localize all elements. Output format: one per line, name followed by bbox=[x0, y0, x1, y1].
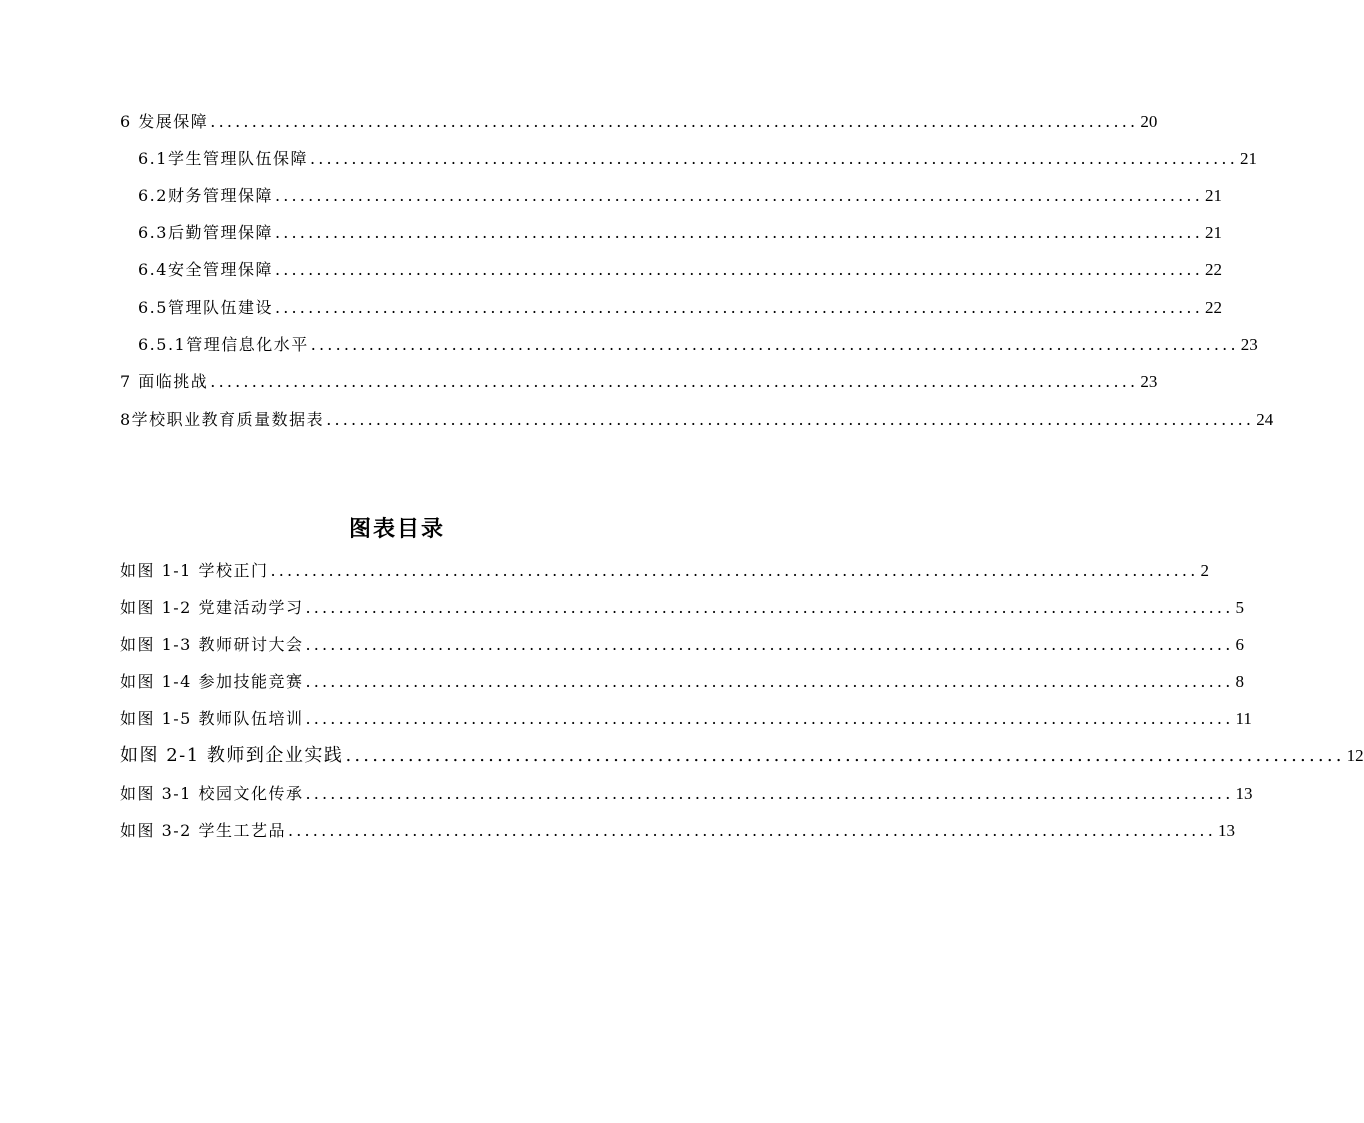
figure-entry[interactable] bbox=[120, 780, 1253, 804]
toc-leader-dots: ................................................................................................................ bbox=[305, 635, 1234, 654]
toc-entry-page: 21 bbox=[1204, 186, 1222, 205]
toc-leader-dots: ................................................................................................................ bbox=[274, 298, 1203, 317]
figure-entry[interactable] bbox=[120, 705, 1252, 729]
toc-entry-label: 6.1学生管理队伍保障 bbox=[138, 149, 308, 168]
toc-leader-dots: ................................................................................................................ bbox=[274, 260, 1203, 279]
toc-entry-page: 24 bbox=[1256, 410, 1274, 429]
toc-entry[interactable] bbox=[138, 256, 1222, 280]
toc-leader-dots: ................................................................................................................ bbox=[274, 186, 1203, 205]
figure-entry[interactable] bbox=[120, 742, 1364, 766]
toc-entry-label: 6.3后勤管理保障 bbox=[138, 223, 273, 242]
figure-entry[interactable] bbox=[120, 557, 1209, 581]
toc-entry-label: 6.4安全管理保障 bbox=[138, 260, 273, 279]
toc-entry-page: 20 bbox=[1140, 112, 1158, 131]
toc-entry-label: 6.5.1管理信息化水平 bbox=[138, 335, 309, 354]
toc-leader-dots: ................................................................................................................ bbox=[210, 112, 1139, 131]
toc-leader-dots: ................................................................................................................ bbox=[305, 598, 1234, 617]
toc-entry-page: 22 bbox=[1204, 298, 1222, 317]
figure-entry[interactable] bbox=[120, 668, 1244, 692]
toc-entry-label: 6.5管理队伍建设 bbox=[138, 298, 273, 317]
toc-entry-label: 7 面临挑战 bbox=[120, 372, 209, 391]
toc-entry[interactable] bbox=[120, 368, 1158, 392]
toc-entry-page: 21 bbox=[1204, 223, 1222, 242]
toc-leader-dots: ................................................................................................................ bbox=[287, 821, 1216, 840]
toc-entry-page: 22 bbox=[1204, 260, 1222, 279]
toc-leader-dots: ................................................................................................................ bbox=[274, 223, 1203, 242]
toc-leader-dots: ................................................................................................................ bbox=[309, 149, 1238, 168]
toc-leader-dots: ................................................................................................................ bbox=[305, 784, 1234, 803]
toc-entry[interactable] bbox=[120, 108, 1158, 132]
figure-entry-page: 8 bbox=[1235, 672, 1244, 691]
figure-entry-page: 12 bbox=[1346, 746, 1364, 765]
figure-entry-page: 6 bbox=[1235, 635, 1244, 654]
toc-leader-dots: ................................................................................................................ bbox=[345, 745, 1345, 766]
toc-leader-dots: ................................................................................................................ bbox=[305, 709, 1234, 728]
toc-entry[interactable] bbox=[138, 219, 1222, 243]
figure-entry-label: 如图 1-2 党建活动学习 bbox=[120, 598, 304, 617]
toc-entry-page: 21 bbox=[1239, 149, 1257, 168]
toc-entry[interactable] bbox=[138, 145, 1257, 169]
figure-entry[interactable] bbox=[120, 631, 1244, 655]
toc-entry[interactable] bbox=[138, 182, 1222, 206]
toc-entry-label: 8学校职业教育质量数据表 bbox=[120, 410, 325, 429]
toc-entry-page: 23 bbox=[1140, 372, 1158, 391]
figure-entry-page: 13 bbox=[1235, 784, 1253, 803]
toc-entry[interactable] bbox=[120, 406, 1274, 430]
figure-entry-label: 如图 1-5 教师队伍培训 bbox=[120, 709, 304, 728]
figure-entry-page: 11 bbox=[1235, 709, 1252, 728]
figure-entry-label: 如图 1-4 参加技能竞赛 bbox=[120, 672, 304, 691]
toc-leader-dots: ................................................................................................................ bbox=[305, 672, 1234, 691]
toc-leader-dots: ................................................................................................................ bbox=[326, 410, 1255, 429]
toc-leader-dots: ................................................................................................................ bbox=[210, 372, 1139, 391]
figure-entry-label: 如图 1-1 学校正门 bbox=[120, 561, 269, 580]
toc-leader-dots: ................................................................................................................ bbox=[270, 561, 1199, 580]
toc-entry-label: 6 发展保障 bbox=[120, 112, 209, 131]
figure-entry-label: 如图 2-1 教师到企业实践 bbox=[120, 745, 344, 766]
toc-leader-dots: ................................................................................................................ bbox=[310, 335, 1239, 354]
figure-entry-label: 如图 3-2 学生工艺品 bbox=[120, 821, 286, 840]
figure-entry-label: 如图 3-1 校园文化传承 bbox=[120, 784, 304, 803]
figure-entry[interactable] bbox=[120, 817, 1235, 841]
toc-entry[interactable] bbox=[138, 331, 1258, 355]
figures-list-title: 图表目录 bbox=[348, 517, 445, 542]
figure-entry-page: 2 bbox=[1200, 561, 1209, 580]
figure-entry-label: 如图 1-3 教师研讨大会 bbox=[120, 635, 304, 654]
toc-entry-label: 6.2财务管理保障 bbox=[138, 186, 273, 205]
toc-entry-page: 23 bbox=[1240, 335, 1258, 354]
figure-entry-page: 5 bbox=[1235, 598, 1244, 617]
figure-entry[interactable] bbox=[120, 594, 1244, 618]
figure-entry-page: 13 bbox=[1217, 821, 1235, 840]
toc-entry[interactable] bbox=[138, 294, 1222, 318]
